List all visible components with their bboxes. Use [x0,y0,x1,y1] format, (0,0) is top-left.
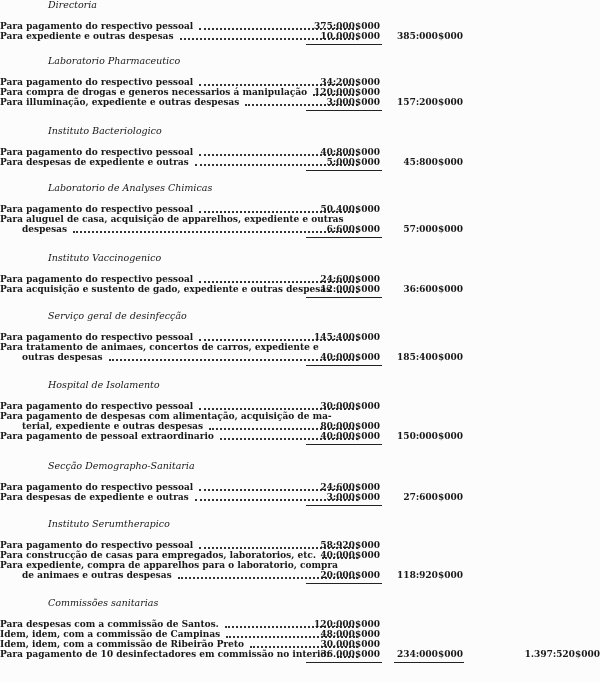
line-item-amount: 24:600$000 [320,275,380,285]
section-heading: Secção Demographo-Sanitaria [48,461,195,472]
line-item-label: Para pagamento do respectivo pessoal [0,541,194,551]
line-item-label: outras despesas [22,353,103,363]
line-item-amount: 50.400$000 [320,205,380,215]
line-item-label: Para expediente e outras despesas [0,32,174,42]
line-item-amount: 58:920$000 [320,541,380,551]
line-item-amount: 6:600$000 [326,225,380,235]
line-item [0,215,362,225]
line-item [0,412,362,422]
section-subtotal: 185:400$000 [397,353,463,363]
line-item-amount: 5:000$000 [326,158,380,168]
section-subtotal: 118:920$000 [397,571,463,581]
subtotal-rule [394,662,464,663]
line-item-amount: 40:000$000 [320,353,380,363]
line-item-amount: 20:000$000 [320,571,380,581]
amount-rule [306,44,382,45]
line-item [0,561,362,571]
line-item-label: Para pagamento do respectivo pessoal [0,275,194,285]
line-item-amount: 120:000$000 [314,88,380,98]
line-item-label: despesas [22,225,68,235]
line-item-label: Para despesas de expediente e outras [0,158,189,168]
section-heading: Laboratorio de Analyses Chimicas [48,183,213,194]
amount-rule [306,237,382,238]
line-item-amount: 40:000$000 [320,551,380,561]
line-item-label: Para despesas com a commissão de Santos. [0,620,219,630]
section-heading: Instituto Vaccinogenico [48,253,162,264]
line-item-label: Para pagamento do respectivo pessoal [0,78,194,88]
line-item-label: Para construcção de casas para empregados, laboratorios, etc. [0,551,316,561]
amount-rule [306,110,382,111]
line-item-label: Para aluguel de casa, acquisição de apparelhos, expediente e outras [0,215,344,225]
grand-total: 1.397:520$000 [524,650,600,660]
section-subtotal: 57:000$000 [403,225,463,235]
line-item-label: Para pagamento do respectivo pessoal [0,333,194,343]
section-heading: Instituto Bacteriologico [48,126,162,137]
amount-rule [306,444,382,445]
line-item-amount: 80:000$000 [320,422,380,432]
line-item-label: Para pagamento do respectivo pessoal [0,22,194,32]
line-item-amount: 30:000$000 [320,402,380,412]
section-heading: Laboratorio Pharmaceutico [48,56,181,67]
line-item-label: Para pagamento de despesas com alimentação, acquisição de ma- [0,412,332,422]
line-item-amount: 40:800$000 [320,148,380,158]
line-item-label: Para pagamento do respectivo pessoal [0,205,194,215]
line-item-label: Para compra de drogas e generos necessarios á manipulação [0,88,308,98]
line-item [0,343,362,353]
amount-rule [306,505,382,506]
section-subtotal: 36:600$000 [403,285,463,295]
section-subtotal: 385:000$000 [397,32,463,42]
line-item-label: Para tratamento de animaes, concertos de carros, expediente e [0,343,319,353]
amount-rule [306,170,382,171]
section-subtotal: 157:200$000 [397,98,463,108]
line-item-amount: 48:000$000 [320,630,380,640]
amount-rule [306,662,382,663]
section-heading: Commissões sanitarias [48,598,159,609]
line-item-amount: 40:000$000 [320,432,380,442]
section-heading: Serviço geral de desinfecção [48,311,187,322]
line-item-label: Para acquisição e sustento de gado, expediente e outras despesas [0,285,332,295]
line-item-amount: 34:200$000 [320,78,380,88]
section-subtotal: 27:600$000 [403,493,463,503]
line-item-amount: 145:400$000 [314,333,380,343]
line-item-label: Para pagamento do respectivo pessoal [0,483,194,493]
line-item-label: Para pagamento do respectivo pessoal [0,148,194,158]
section-heading: Directoria [48,0,97,11]
line-item-amount: 120:000$000 [314,620,380,630]
line-item-label: terial, expediente e outras despesas [22,422,204,432]
line-item-amount: 10.000$000 [320,32,380,42]
line-item-amount: 30.000$000 [320,640,380,650]
line-item-amount: 12:000$000 [320,285,380,295]
amount-rule [306,297,382,298]
section-subtotal: 150:000$000 [397,432,463,442]
line-item-amount: 375:000$000 [314,22,380,32]
section-heading: Instituto Serumtherapico [48,519,170,530]
amount-rule [306,583,382,584]
line-item-label: Para pagamento de 10 desinfectadores em commissão no interior [0,650,332,660]
amount-rule [306,365,382,366]
line-item-label: Para pagamento do respectivo pessoal [0,402,194,412]
section-subtotal: 45:800$000 [403,158,463,168]
line-item-label: Para despesas de expediente e outras [0,493,189,503]
line-item-label: Para pagamento de pessoal extraordinario [0,432,214,442]
line-item-label: Idem, idem, com a commissão de Ribeirão Preto [0,640,244,650]
line-item-label: Para illuminação, expediente e outras despesas [0,98,240,108]
line-item-label: Idem, idem, com a commissão de Campinas [0,630,221,640]
line-item-label: de animaes e outras despesas [22,571,172,581]
line-item-amount: 3:000$000 [326,493,380,503]
line-item-amount: 24:600$000 [320,483,380,493]
line-item-amount: 3:000$000 [326,98,380,108]
line-item-amount: 36.000$000 [320,650,380,660]
section-subtotal: 234:000$000 [397,650,463,660]
section-heading: Hospital de Isolamento [48,380,160,391]
line-item-label: Para expediente, compra de apparelhos para o laboratorio, compra [0,561,338,571]
